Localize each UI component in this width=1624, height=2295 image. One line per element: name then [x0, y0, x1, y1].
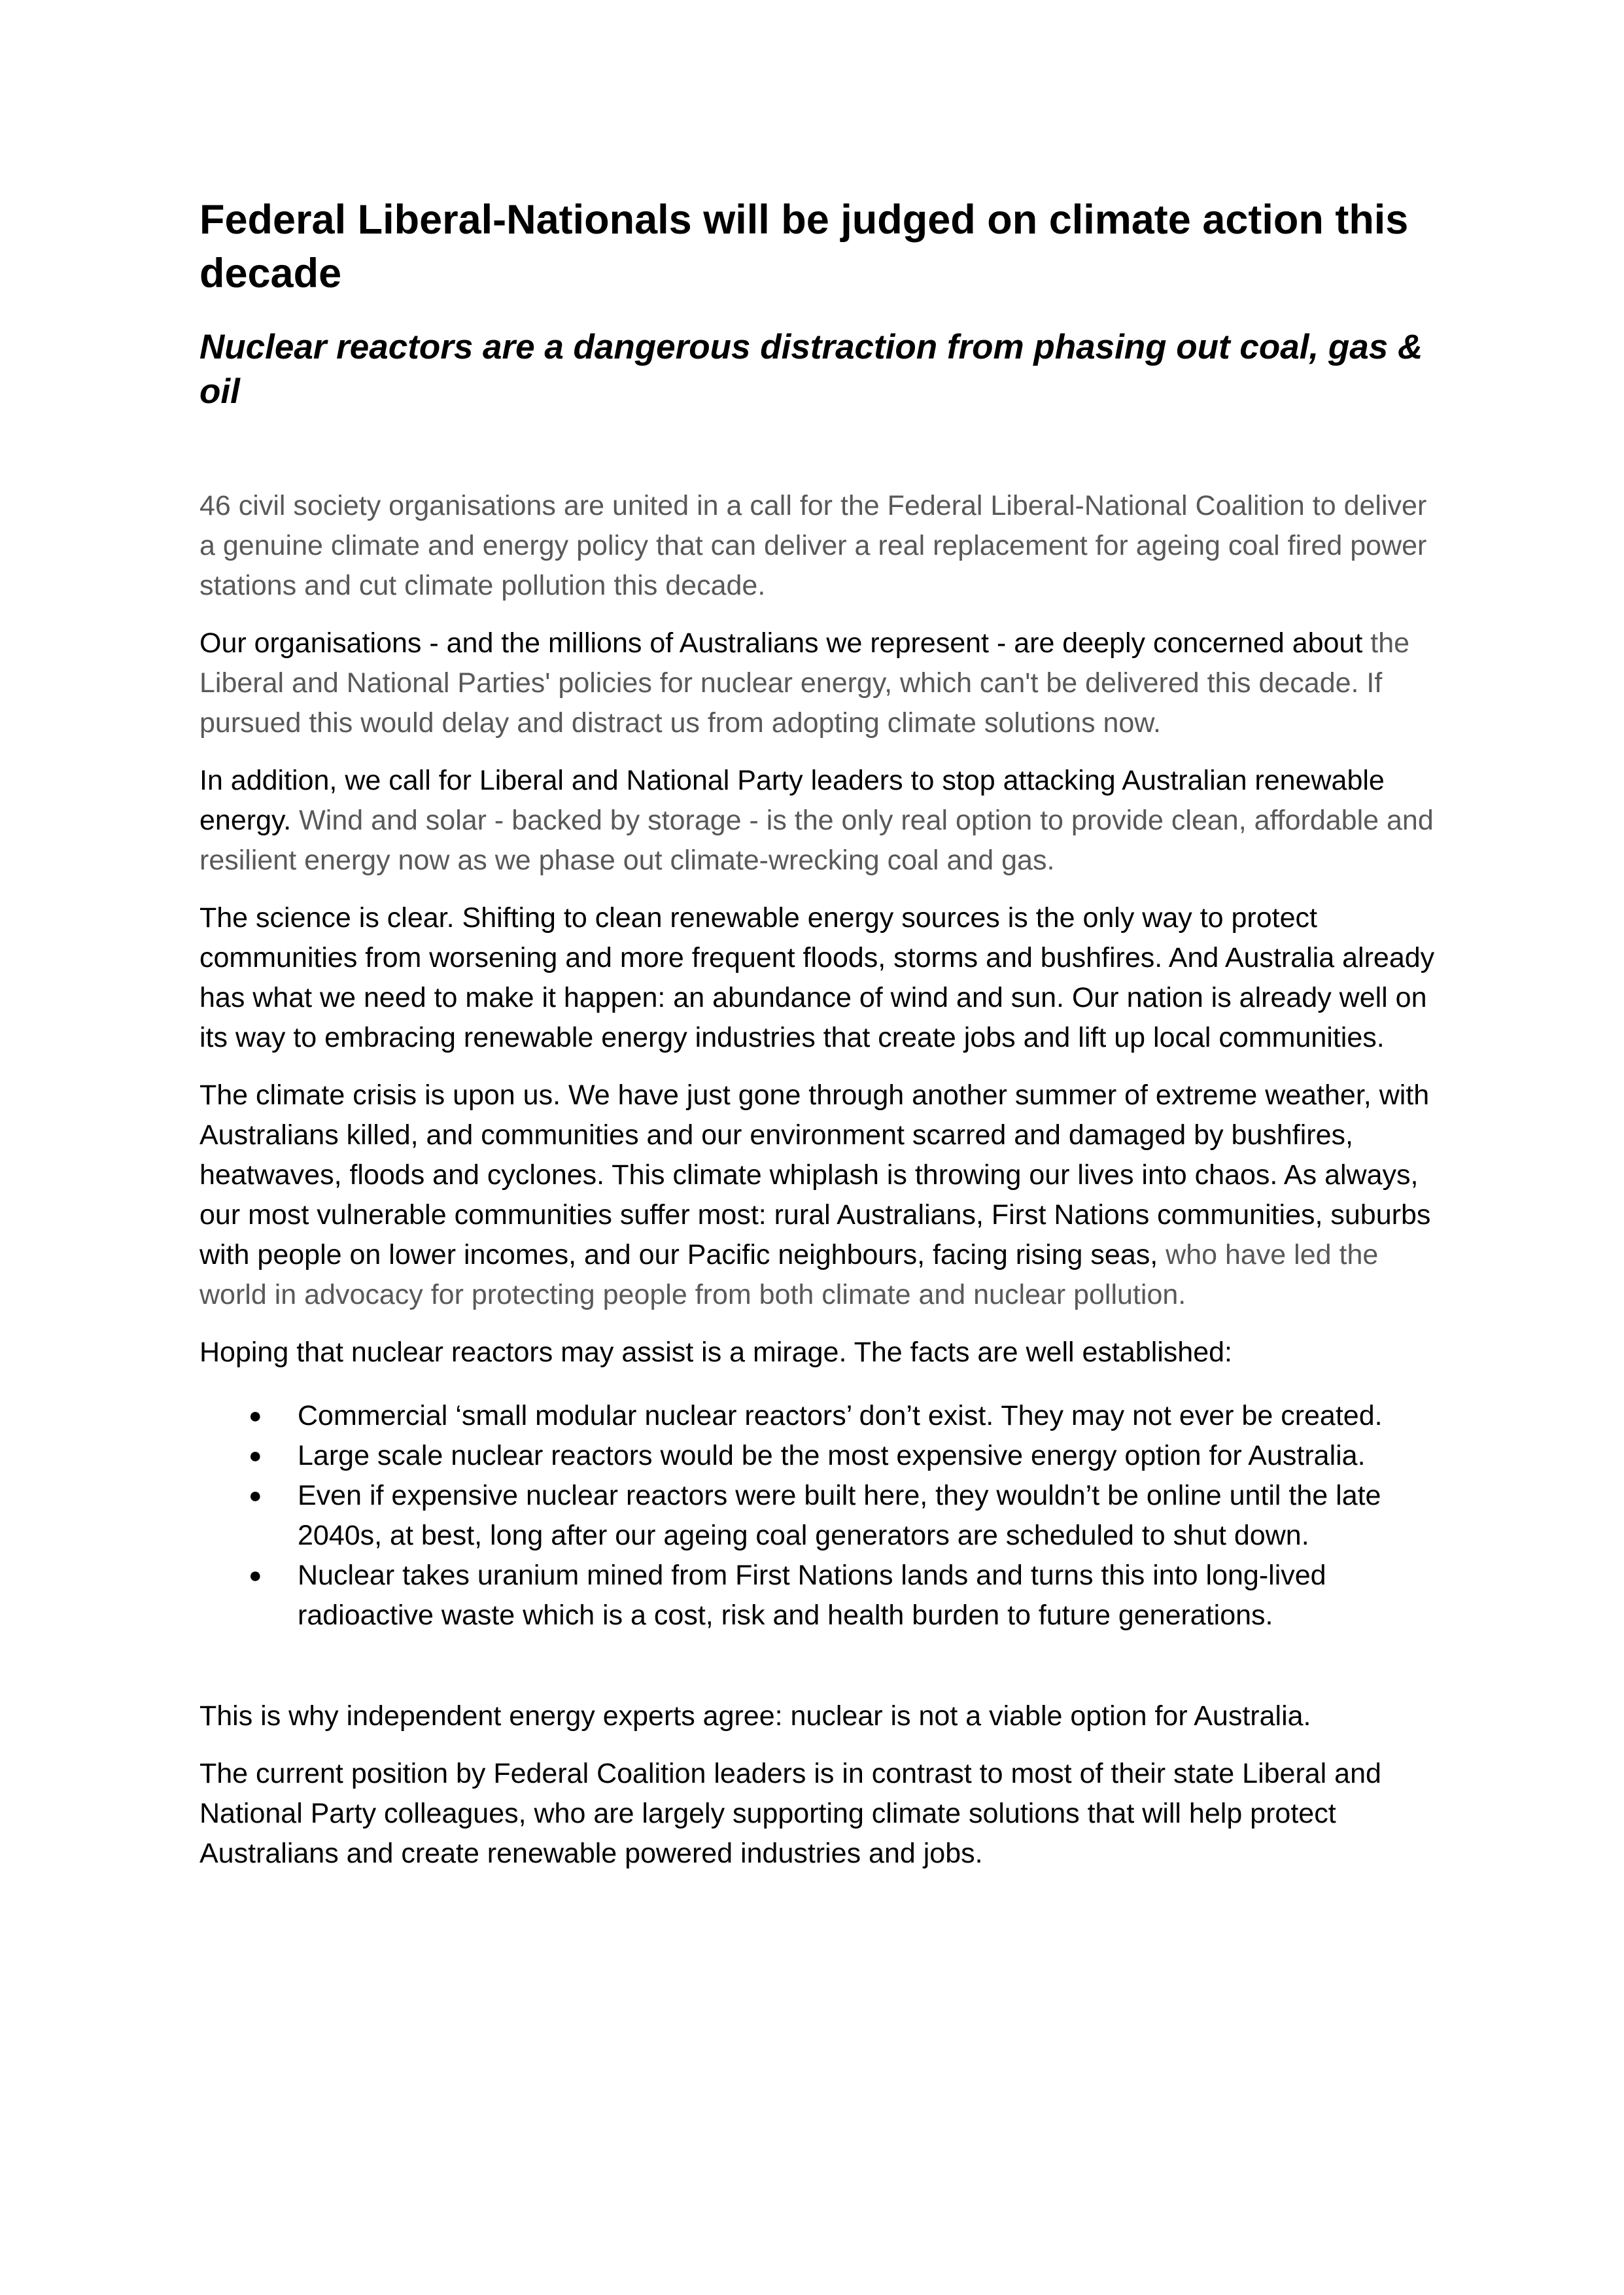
renewables-paragraph-lead: In addition, we call for Liberal and National Party leaders to stop attacking Australian renewable energy.: [199, 765, 1385, 836]
document-page: [199, 193, 1445, 1891]
contrast-paragraph: The current position by Federal Coalition leaders is in contrast to most of their state Liberal and National Party colleagues, who are largely supporting climate solutions that will help protect Australians and create renewable powered industries and jobs.: [199, 1758, 1381, 1869]
bullet-icon: ●: [249, 1563, 262, 1588]
crisis-paragraph-lead: The climate crisis is upon us. We have just gone through another summer of extreme weather, with Australians killed, and communities and our environment scarred and damaged by bushfires, heatwaves, floods and cyclones. This climate whiplash is throwing our lives into chaos. As always, our most vulnerable communities suffer most: rural Australians, First Nations communities, suburbs with people on lower incomes, and our Pacific neighbours, facing rising seas,: [199, 1079, 1431, 1270]
mirage-paragraph: Hoping that nuclear reactors may assist is a mirage. The facts are well established:: [199, 1337, 1232, 1368]
document-body: [199, 486, 1445, 1874]
concern-paragraph-lead: Our organisations - and the millions of Australians we represent - are deeply concerned about: [199, 627, 1363, 659]
renewables-paragraph: [199, 761, 1445, 881]
bullet-icon: ●: [249, 1403, 262, 1428]
list-item: [199, 1396, 1445, 1436]
crisis-paragraph-tail: who have led the world in advocacy for protecting people from both climate and nuclear pollution.: [199, 1239, 1379, 1310]
document-subtitle: Nuclear reactors are a dangerous distraction from phasing out coal, gas & oil: [199, 328, 1423, 411]
renewables-paragraph-tail: Wind and solar - backed by storage - is the only real option to provide clean, affordable and resilient energy now as we phase out climate-wrecking coal and gas.: [199, 805, 1434, 876]
list-item: [199, 1556, 1445, 1636]
conclusion-section: [199, 1696, 1445, 1874]
document-title: Federal Liberal-Nationals will be judged on climate action this decade: [199, 197, 1409, 296]
fact-text: Commercial ‘small modular nuclear reactors’ don’t exist. They may not ever be created.: [298, 1400, 1383, 1431]
crisis-paragraph: [199, 1076, 1445, 1315]
fact-text: Even if expensive nuclear reactors were built here, they wouldn’t be online until the late 2040s, at best, long after our ageing coal generators are scheduled to shut down.: [298, 1480, 1381, 1551]
concern-paragraph: [199, 623, 1445, 743]
intro-paragraph: 46 civil society organisations are united in a call for the Federal Liberal-National Coalition to deliver a genuine climate and energy policy that can deliver a real replacement for ageing coal fired power stations and cut climate pollution this decade.: [199, 490, 1427, 601]
fact-text: Large scale nuclear reactors would be the most expensive energy option for Australia.: [298, 1440, 1366, 1471]
list-item: [199, 1436, 1445, 1476]
experts-paragraph: This is why independent energy experts agree: nuclear is not a viable option for Australia.: [199, 1700, 1311, 1732]
bullet-icon: ●: [249, 1443, 262, 1468]
fact-text: Nuclear takes uranium mined from First Nations lands and turns this into long-lived radioactive waste which is a cost, risk and health burden to future generations.: [298, 1560, 1326, 1631]
facts-list: [199, 1396, 1445, 1636]
bullet-icon: ●: [249, 1483, 262, 1508]
science-paragraph: The science is clear. Shifting to clean renewable energy sources is the only way to protect communities from worsening and more frequent floods, storms and bushfires. And Australia already has what we need to make it happen: an abundance of wind and sun. Our nation is already well on its way to embracing renewable energy industries that create jobs and lift up local communities.: [199, 902, 1435, 1053]
list-item: [199, 1476, 1445, 1556]
concern-paragraph-tail: the Liberal and National Parties' policies for nuclear energy, which can't be delivered this decade. If pursued this would delay and distract us from adopting climate solutions now.: [199, 627, 1410, 739]
